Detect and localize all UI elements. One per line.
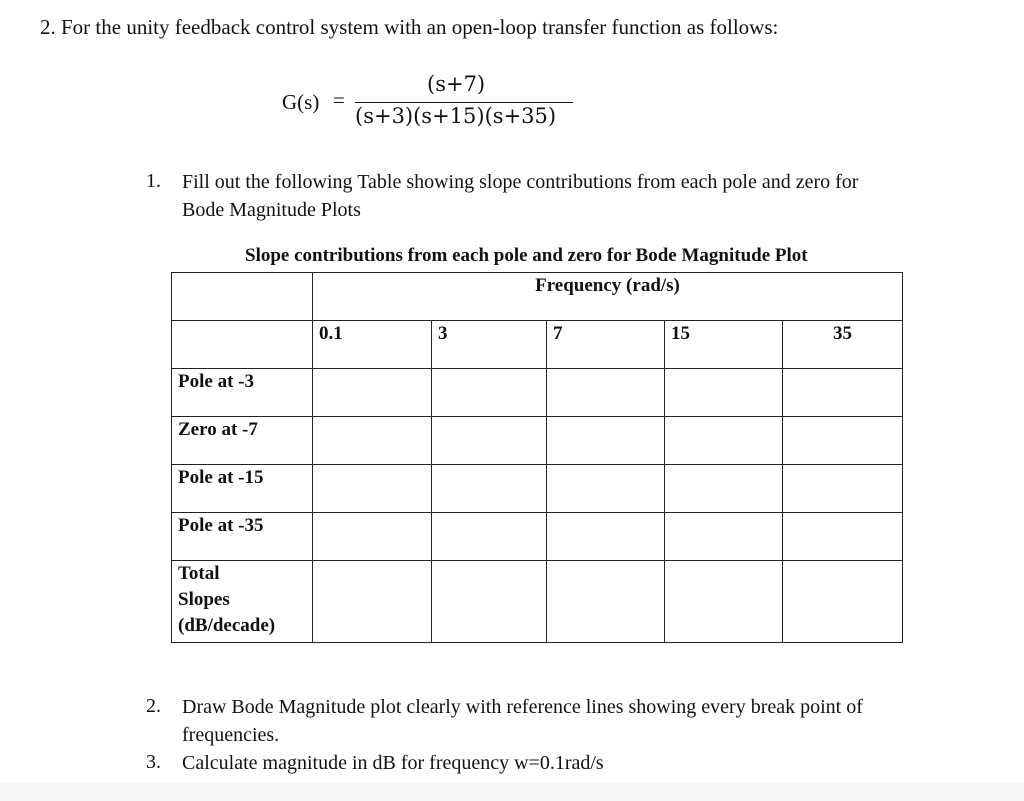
table-cell — [432, 465, 547, 513]
table-cell — [313, 465, 432, 513]
freq-35-header: 35 — [783, 321, 903, 369]
freq-0-1-header: 0.1 — [313, 321, 432, 369]
table-caption: Slope contributions from each pole and zero for Bode Magnitude Plot — [245, 245, 808, 266]
total-label-line-3: (dB/decade) — [178, 615, 276, 636]
task-1-line-2: Bode Magnitude Plots — [182, 199, 361, 221]
equals-sign: = — [333, 88, 345, 112]
row-label-total-slopes — [172, 561, 313, 643]
fraction-bar — [355, 102, 573, 103]
task-3-number: 3. — [146, 751, 161, 773]
transfer-function-lhs: G(s) — [282, 90, 320, 114]
task-2-number: 2. — [146, 695, 161, 717]
transfer-function-numerator: (s+7) — [427, 72, 486, 96]
row-header-blank — [172, 321, 313, 369]
slope-table — [171, 272, 903, 643]
total-label-line-2: Slopes — [178, 589, 230, 610]
table-cell — [783, 369, 903, 417]
freq-3-header: 3 — [432, 321, 547, 369]
table-cell — [313, 369, 432, 417]
corner-cell — [172, 273, 313, 321]
table-cell — [665, 561, 783, 643]
table-cell — [313, 417, 432, 465]
table-cell — [665, 513, 783, 561]
task-3-line-1: Calculate magnitude in dB for frequency w=0.1rad/s — [182, 752, 604, 774]
table-cell — [432, 513, 547, 561]
row-label-pole-15: Pole at -15 — [172, 465, 313, 513]
table-cell — [665, 417, 783, 465]
transfer-function-denominator: (s+3)(s+15)(s+35) — [355, 104, 557, 128]
task-1-number: 1. — [146, 170, 161, 192]
page-bottom-band — [0, 783, 1024, 801]
table-cell — [547, 369, 665, 417]
task-2-text — [182, 693, 863, 749]
problem-text: For the unity feedback control system with an open-loop transfer function as follows: — [61, 15, 779, 39]
total-label-line-1: Total — [178, 563, 220, 584]
table-cell — [547, 561, 665, 643]
task-1-text — [182, 168, 858, 224]
table-cell — [665, 465, 783, 513]
row-label-zero-7: Zero at -7 — [172, 417, 313, 465]
table-cell — [432, 561, 547, 643]
task-2-line-2: frequencies. — [182, 724, 280, 746]
table-cell — [665, 369, 783, 417]
table-cell — [313, 513, 432, 561]
table-cell — [547, 513, 665, 561]
table-cell — [432, 369, 547, 417]
problem-statement — [40, 15, 778, 40]
freq-7-header: 7 — [547, 321, 665, 369]
task-3-text — [182, 749, 604, 777]
table-cell — [783, 417, 903, 465]
task-2-line-1: Draw Bode Magnitude plot clearly with reference lines showing every break point of — [182, 696, 863, 718]
table-cell — [783, 513, 903, 561]
table-cell — [783, 561, 903, 643]
freq-15-header: 15 — [665, 321, 783, 369]
table-cell — [547, 417, 665, 465]
problem-number: 2. — [40, 15, 56, 39]
row-label-pole-35: Pole at -35 — [172, 513, 313, 561]
task-1-line-1: Fill out the following Table showing slope contributions from each pole and zero for — [182, 171, 859, 193]
table-cell — [547, 465, 665, 513]
row-label-pole-3: Pole at -3 — [172, 369, 313, 417]
table-cell — [313, 561, 432, 643]
table-cell — [783, 465, 903, 513]
table-cell — [432, 417, 547, 465]
frequency-header: Frequency (rad/s) — [313, 273, 903, 321]
